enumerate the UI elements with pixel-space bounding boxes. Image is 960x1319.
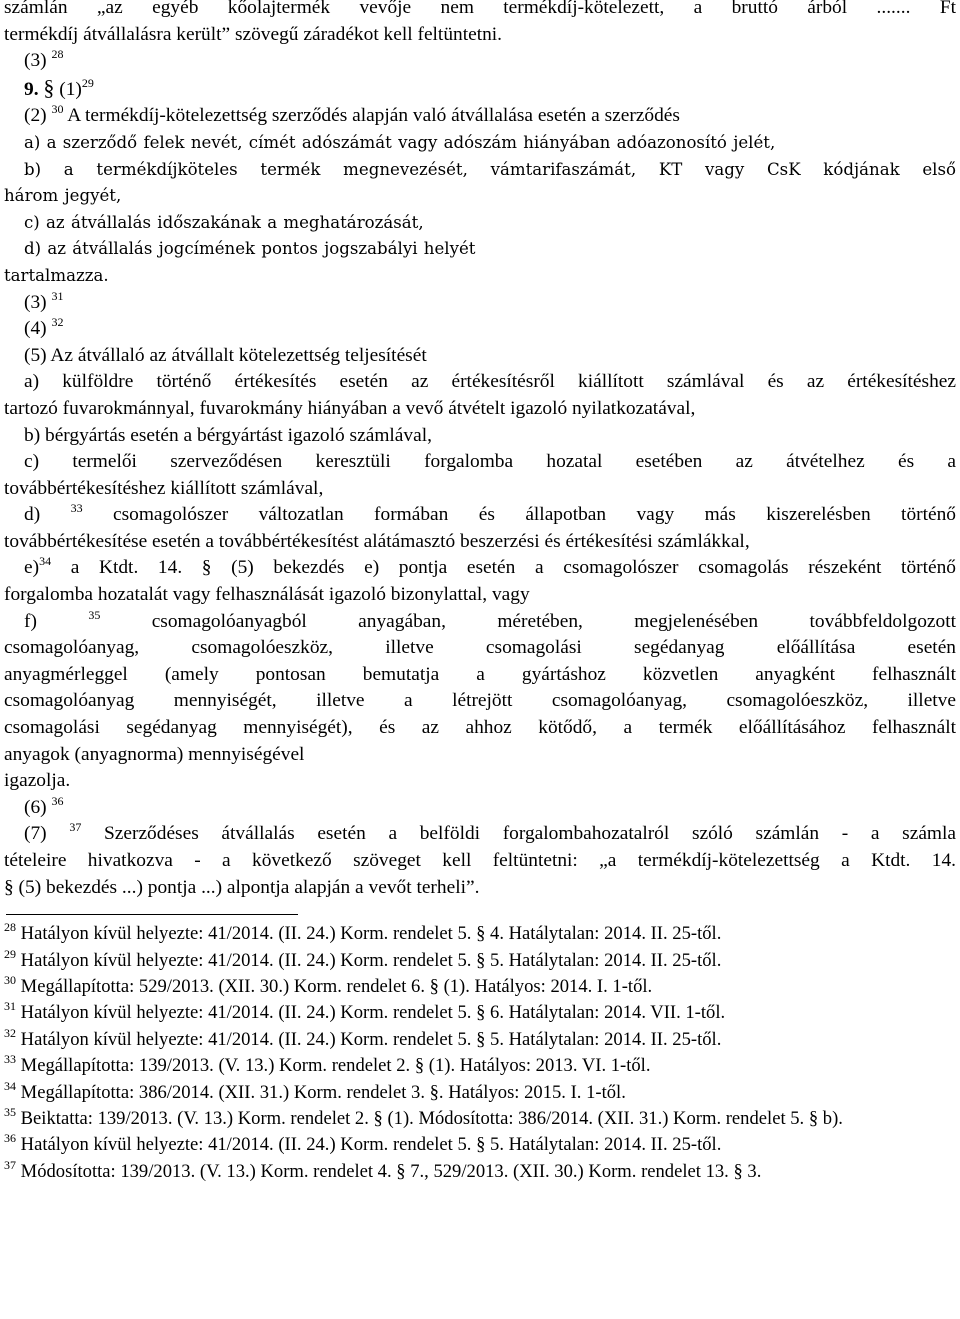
list-item-e-cont: forgalomba hozatalát vagy felhasználását igazoló bizonylattal, vagy — [4, 584, 530, 606]
paragraph-7-cont: tételeire hivatkozva - a következő szöveget kell feltüntetni: „a termékdíj-kötelezettség a Ktdt. 14. — [4, 850, 956, 871]
list-item-f-cont: anyagmérleggel (amely pontosan bemutatja a gyártáshoz közvetlen anyagként felhasznált — [4, 663, 956, 685]
list-item-f-cont: anyagok (anyagnorma) mennyiségével — [4, 743, 305, 765]
footnote-number: 29 — [4, 946, 16, 961]
footnote-ref[interactable]: 31 — [51, 288, 64, 303]
footnote-number: 28 — [4, 920, 16, 935]
paragraph-closing: igazolja. — [4, 770, 71, 792]
list-item-b: b) a termékdíjköteles termék megnevezését, vámtarifaszámát, KT vagy CsK kódjának első — [24, 159, 956, 179]
footnote-ref[interactable]: 32 — [51, 315, 64, 330]
paragraph-3: (3) $^{31}$ — [24, 288, 64, 313]
list-item-d-cont: továbbértékesítése esetén a továbbértékesítést alátámasztó beszerzési és értékesítési számlákkal, — [4, 530, 750, 552]
footnote: $^{30}$ Megállapította: 529/2013. (XII. 30.) Korm. rendelet 6. § (1). Hatályos: 2014. I. 1-től. — [4, 973, 653, 997]
footnote: $^{33}$ Megállapította: 139/2013. (V. 13.) Korm. rendelet 2. § (1). Hatályos: 2013. VI. 1-től. — [4, 1052, 651, 1077]
list-item-d: d) $^{33}$ csomagolószer változatlan formában és állapotban vagy más kiszerelésben történő — [24, 501, 956, 526]
list-item-d: d) az átvállalás jogcímének pontos jogszabályi helyét — [24, 239, 476, 259]
footnote-number: 37 — [4, 1157, 16, 1172]
section-sign: § — [43, 74, 55, 100]
footnote: $^{35}$ Beiktatta: 139/2013. (V. 13.) Korm. rendelet 2. § (1). Módosította: 386/2014. (XII. 31.) Korm. rendelet 5. § b). — [4, 1105, 843, 1130]
footnote: $^{32}$ Hatályon kívül helyezte: 41/2014. (II. 24.) Korm. rendelet 5. § 5. Hatálytalan: 2014. II. 25-től. — [4, 1025, 722, 1050]
paragraph-5: (5) Az átvállaló az átvállalt kötelezettség teljesítését — [24, 344, 427, 366]
footnote-number: 35 — [4, 1105, 16, 1120]
footnote-separator — [6, 914, 298, 915]
footnote-number: 36 — [4, 1131, 16, 1146]
footnote: $^{28}$ Hatályon kívül helyezte: 41/2014. (II. 24.) Korm. rendelet 5. § 4. Hatálytalan: 2014. II. 25-től. — [4, 920, 722, 945]
list-item-c-cont: továbbértékesítéshez kiállított számlával, — [4, 477, 324, 499]
paragraph-7: (7) $^{37}$ Szerződéses átvállalás esetén a belföldi forgalombahozatalról szóló számlán - a számla — [24, 820, 956, 845]
footnote-number: 33 — [4, 1052, 16, 1067]
list-item-c: c) az átvállalás időszakának a meghatározását, — [24, 212, 424, 232]
footnote-ref[interactable]: 36 — [51, 793, 64, 808]
paragraph-7-cont: § (5) bekezdés ...) pontja ...) alpontja alapján a vevőt terheli”. — [4, 876, 480, 898]
paragraph-line: számlán „az egyéb kőolajtermék vevője nem termékdíj-kötelezett, a bruttó árból ....... Ft — [4, 0, 956, 18]
footnote-ref[interactable]: 28 — [51, 47, 64, 62]
paragraph-line: termékdíj átvállalásra került” szövegű záradékot kell feltüntetni. — [4, 23, 503, 45]
paragraph-4: (4) $^{32}$ — [24, 315, 64, 340]
footnote: $^{36}$ Hatályon kívül helyezte: 41/2014. (II. 24.) Korm. rendelet 5. § 5. Hatálytalan: 2014. II. 25-től. — [4, 1131, 722, 1156]
list-item-b-cont: három jegyét, — [4, 186, 122, 206]
footnote-ref[interactable]: 33 — [70, 501, 83, 516]
footnote-number: 32 — [4, 1025, 16, 1040]
paragraph-3-repealed: (3) $^{28}$ — [24, 47, 64, 72]
list-item-a: a) a szerződő felek nevét, címét adószámát vagy adószám hiányában adóazonosító jelét, — [24, 132, 776, 152]
list-item-f-cont: csomagolóanyag, csomagolóeszköz, illetve csomagolási segédanyag előállítása esetén — [4, 637, 956, 659]
footnote: $^{37}$ Módosította: 139/2013. (V. 13.) Korm. rendelet 4. § 7., 529/2013. (XII. 30.) Korm. rendelet 13. § 3. — [4, 1157, 762, 1182]
footnote: $^{34}$ Megállapította: 386/2014. (XII. 31.) Korm. rendelet 3. §. Hatályos: 2015. I. 1-től. — [4, 1078, 626, 1103]
footnote: $^{31}$ Hatályon kívül helyezte: 41/2014. (II. 24.) Korm. rendelet 5. § 6. Hatálytalan: 2014. VII. 1-től. — [4, 999, 726, 1024]
list-item-b: b) bérgyártás esetén a bérgyártást igazoló számlával, — [24, 424, 432, 446]
footnote-ref[interactable]: 37 — [69, 820, 82, 835]
list-item-a-cont: tartozó fuvarokmánnyal, fuvarokmány hiányában a vevő átvételt igazoló nyilatkozatával, — [4, 397, 696, 419]
footnote-number: 31 — [4, 999, 16, 1014]
document-page — [4, 0, 956, 1185]
footnote: $^{29}$ Hatályon kívül helyezte: 41/2014. (II. 24.) Korm. rendelet 5. § 5. Hatálytalan: 2014. II. 25-től. — [4, 946, 722, 971]
paragraph-closing: tartalmazza. — [4, 265, 109, 285]
list-item-f: f) $^{35}$ csomagolóanyagból anyagában, méretében, megjelenésében továbbfeldolgozott — [24, 607, 956, 632]
footnote-number: 30 — [4, 973, 16, 987]
list-item-e: e)$^{34}$ a Ktdt. 14. § (5) bekezdés e) pontja esetén a csomagolószer csomagolás részeként történő — [24, 554, 956, 579]
list-item-f-cont: csomagolóanyag mennyiségét, illetve a létrejött csomagolóanyag, csomagolóeszköz, illetve — [4, 690, 956, 712]
paragraph-6: (6) $^{36}$ — [24, 793, 64, 818]
footnote-number: 34 — [4, 1078, 16, 1093]
footnote-ref[interactable]: 29 — [81, 75, 94, 90]
footnote-ref[interactable]: 34 — [39, 554, 52, 569]
section-9-heading: 9. § $(1)^{29}$ — [24, 74, 94, 100]
list-item-c: c) termelői szerveződésen keresztüli forgalomba hozatal esetében az átvételhez és a — [24, 451, 956, 473]
list-item-a: a) külföldre történő értékesítés esetén az értékesítésről kiállított számlával és az értékesítéshez — [24, 371, 956, 393]
footnote-ref[interactable]: 35 — [88, 607, 101, 622]
footnote-ref[interactable]: 30 — [51, 102, 64, 117]
footnotes — [4, 921, 956, 1185]
paragraph-2: (2) $^{30}$ A termékdíj-kötelezettség szerződés alapján való átvállalása esetén a szerződés — [24, 102, 680, 127]
list-item-f-cont: csomagolási segédanyag mennyiségét), és az ahhoz kötődő, a termék előállításához felhasznált — [4, 717, 956, 739]
section-number: 9. — [24, 78, 39, 100]
